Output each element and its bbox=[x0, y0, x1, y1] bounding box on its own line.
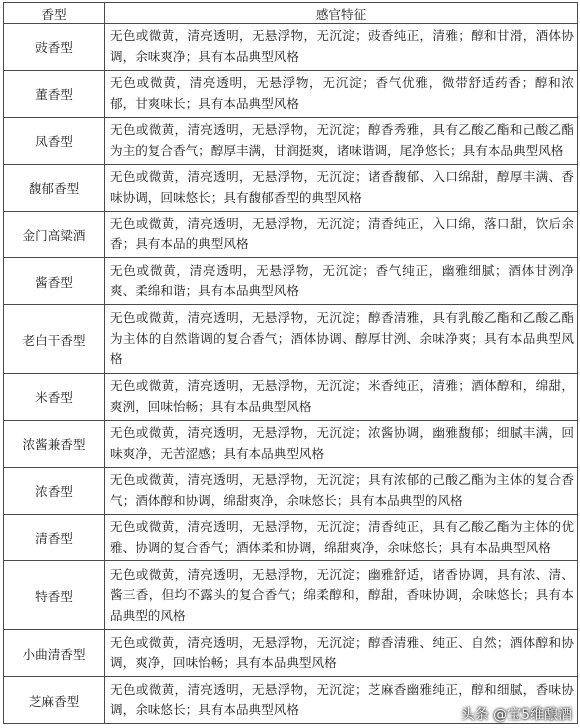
sensory-description-cell: 无色或微黄，清亮透明，无悬浮物，无沉淀；醇香秀雅，具有乙酸乙酯和己酸乙酯为主的复合香气；醇厚丰满，甘润挺爽，诸味谐调，尾净悠长；具有本品典型风格 bbox=[105, 117, 578, 164]
aroma-type-cell: 小曲清香型 bbox=[4, 630, 105, 677]
aroma-type-cell: 浓香型 bbox=[4, 467, 105, 514]
watermark: 头条 @宝5维酿酒 bbox=[460, 707, 572, 723]
table-row bbox=[4, 467, 578, 514]
sensory-description-cell: 无色或微黄，清亮透明，无悬浮物，无沉淀；具有浓郁的己酸乙酯为主体的复合香气；酒体醇和协调，绵甜爽净，余味悠长；具有本品典型的风格 bbox=[105, 467, 578, 514]
table-row bbox=[4, 373, 578, 420]
aroma-type-cell: 金门高粱酒 bbox=[4, 211, 105, 258]
aroma-type-cell: 豉香型 bbox=[4, 24, 105, 71]
table-row bbox=[4, 514, 578, 561]
aroma-type-cell: 米香型 bbox=[4, 373, 105, 420]
aroma-type-cell: 特香型 bbox=[4, 561, 105, 630]
table-row bbox=[4, 164, 578, 211]
sensory-description-cell: 无色或微黄，清亮透明，无悬浮物，无沉淀；幽雅舒适，诸香协调，具有浓、清、酱三香，但均不露头的复合香气；绵柔醇和，醇甜，香味协调，余味悠长；具有本品典型的风格 bbox=[105, 561, 578, 630]
sensory-description-cell: 无色或微黄，清亮透明，无悬浮物，无沉淀；醇香清雅，具有乳酸乙酯和乙酸乙酯为主体的自然谐调的复合香气；酒体协调、醇厚甘洌、余味净爽；具有本品典型风格 bbox=[105, 305, 578, 374]
table-row bbox=[4, 211, 578, 258]
table-row bbox=[4, 24, 578, 71]
aroma-type-cell: 清香型 bbox=[4, 514, 105, 561]
sensory-description-cell: 无色或微黄，清亮透明，无悬浮物，无沉淀；香气纯正，幽雅细腻；酒体甘洌净爽、柔绵和谐；具有本品典型风格 bbox=[105, 258, 578, 305]
sensory-description-cell: 无色或微黄，清亮透明，无悬浮物，无沉淀；清香纯正，入口绵，落口甜，饮后余香；具有本品的典型风格 bbox=[105, 211, 578, 258]
table-row bbox=[4, 561, 578, 630]
sensory-description-cell: 无色或微黄，清亮透明，无悬浮物，无沉淀；芝麻香幽雅纯正，醇和细腻，香味协调，余味悠长；具有本品典型风格 bbox=[105, 677, 578, 724]
aroma-type-cell: 芝麻香型 bbox=[4, 677, 105, 724]
sensory-description-cell: 无色或微黄，清亮透明，无悬浮物，无沉淀；香气优雅，微带舒适药香；醇和浓郁，甘爽味长；具有本品典型风格 bbox=[105, 70, 578, 117]
table-row bbox=[4, 420, 578, 467]
header-sensory-features: 感官特征 bbox=[105, 3, 578, 24]
table-row bbox=[4, 305, 578, 374]
aroma-type-cell: 老白干香型 bbox=[4, 305, 105, 374]
sensory-description-cell: 无色或微黄，清亮透明，无悬浮物，无沉淀；醇香清雅、纯正、自然；酒体醇和协调，爽净，回味怡畅；具有本品典型风格 bbox=[105, 630, 578, 677]
sensory-description-cell: 无色或微黄，清亮透明，无悬浮物，无沉淀；米香纯正，清雅；酒体醇和，绵甜，爽洌，回味怡畅；具有本品典型风格 bbox=[105, 373, 578, 420]
aroma-type-cell: 酱香型 bbox=[4, 258, 105, 305]
sensory-characteristics-table bbox=[3, 2, 578, 724]
table-row bbox=[4, 630, 578, 677]
table-row bbox=[4, 117, 578, 164]
sensory-description-cell: 无色或微黄，清亮透明，无悬浮物，无沉淀；浓酱协调，幽雅馥郁；细腻丰满，回味爽净，无苦涩感；具有本品典型风格 bbox=[105, 420, 578, 467]
aroma-type-cell: 浓酱兼香型 bbox=[4, 420, 105, 467]
aroma-type-cell: 董香型 bbox=[4, 70, 105, 117]
table-row bbox=[4, 70, 578, 117]
table-header-row bbox=[4, 3, 578, 24]
sensory-description-cell: 无色或微黄，清亮透明，无悬浮物，无沉淀；诸香馥郁、入口绵甜，醇厚丰满、香味协调，回味悠长；具有馥郁香型的典型风格 bbox=[105, 164, 578, 211]
header-aroma-type: 香型 bbox=[4, 3, 105, 24]
table-row bbox=[4, 258, 578, 305]
sensory-description-cell: 无色或微黄，清亮透明，无悬浮物，无沉淀；清香纯正，具有乙酸乙酯为主体的优雅、协调的复合香气；酒体柔和协调，绵甜爽净，余味悠长；具有本品典型风格 bbox=[105, 514, 578, 561]
aroma-type-cell: 凤香型 bbox=[4, 117, 105, 164]
sensory-description-cell: 无色或微黄，清亮透明，无悬浮物，无沉淀；豉香纯正，清雅；醇和甘滑，酒体协调，余味爽净；具有本品典型风格 bbox=[105, 24, 578, 71]
aroma-type-cell: 馥郁香型 bbox=[4, 164, 105, 211]
